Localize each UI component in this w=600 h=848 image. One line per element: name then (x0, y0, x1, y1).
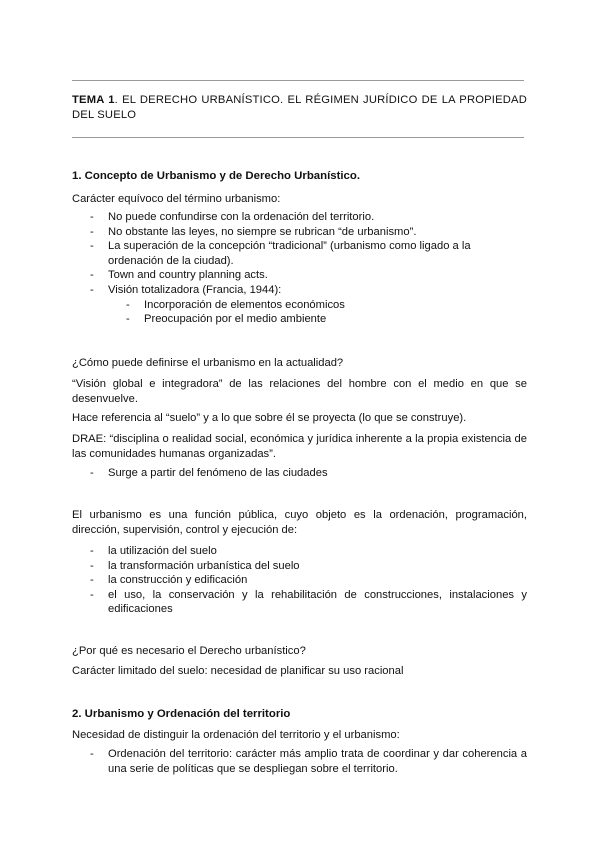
list-item: - Town and country planning acts. (72, 268, 527, 283)
drae-bullet-list (72, 466, 527, 481)
list-item: - Visión totalizadora (Francia, 1944): (72, 283, 527, 298)
list-item: - No puede confundirse con la ordenación del territorio. (72, 210, 527, 225)
list-item: - la construcción y edificación (72, 573, 527, 588)
vision-paragraph: “Visión global e integradora” de las relaciones del hombre con el medio en que se desenvuelve. (72, 378, 527, 405)
list-item: - la utilización del suelo (72, 544, 527, 559)
section1-heading: 1. Concepto de Urbanismo y de Derecho Urbanístico. (72, 170, 360, 182)
section1-intro: Carácter equívoco del término urbanismo: (72, 193, 281, 205)
list-item: - La superación de la concepción “tradicional” (urbanismo como ligado a la ordenación de la ciudad). (72, 239, 527, 268)
top-rule (72, 80, 524, 81)
document-title (72, 93, 527, 123)
list-item: - Surge a partir del fenómeno de las ciudades (72, 466, 527, 481)
bottom-rule (72, 137, 524, 138)
funcion-bullet-list (72, 544, 527, 617)
drae-paragraph: DRAE: “disciplina o realidad social, económica y jurídica inherente a la propia existencia de las comunidades humanas organizadas”. (72, 433, 527, 460)
sub-list-item: - Preocupación por el medio ambiente (72, 312, 527, 327)
section1-bullet-list (72, 210, 527, 327)
list-item: - No obstante las leyes, no siempre se rubrican “de urbanismo”. (72, 225, 527, 240)
list-item: - la transformación urbanística del suelo (72, 559, 527, 574)
question-definition: ¿Cómo puede definirse el urbanismo en la actualidad? (72, 357, 344, 369)
limitado-paragraph: Carácter limitado del suelo: necesidad de planificar su uso racional (72, 665, 404, 677)
list-item: - el uso, la conservación y la rehabilitación de construcciones, instalaciones y edificaciones (72, 588, 527, 617)
funcion-paragraph: El urbanismo es una función pública, cuyo objeto es la ordenación, programación, dirección, supervisión, control y ejecución de: (72, 509, 527, 536)
sub-list-item: - Incorporación de elementos económicos (72, 298, 527, 313)
suelo-paragraph: Hace referencia al “suelo” y a lo que sobre él se proyecta (lo que se construye). (72, 412, 467, 424)
section2-intro: Necesidad de distinguir la ordenación del territorio y el urbanismo: (72, 729, 400, 741)
tema-label: TEMA 1 (72, 94, 115, 106)
list-item: - Ordenación del territorio: carácter más amplio trata de coordinar y dar coherencia a una serie de políticas que se despliegan sobre el territorio. (72, 747, 527, 776)
section2-bullet-list (72, 747, 527, 776)
section2-heading: 2. Urbanismo y Ordenación del territorio (72, 708, 291, 720)
question-derecho: ¿Por qué es necesario el Derecho urbanístico? (72, 645, 306, 657)
tema-title: . EL DERECHO URBANÍSTICO. EL RÉGIMEN JURÍDICO DE LA PROPIEDAD DEL SUELO (72, 94, 527, 121)
